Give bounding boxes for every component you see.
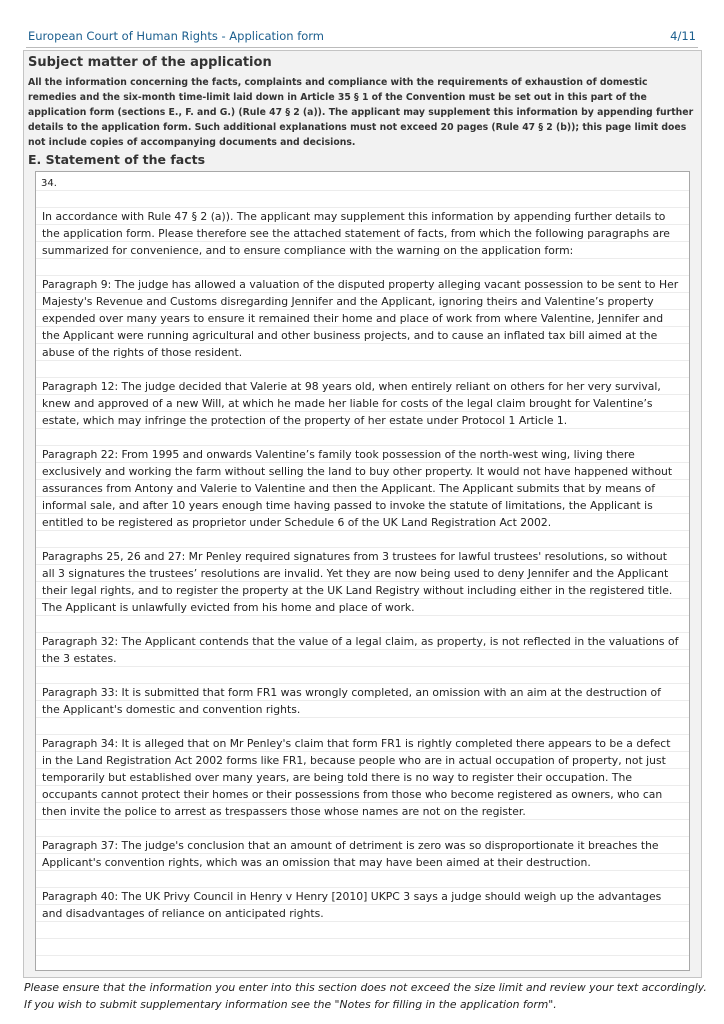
- footer-line-2: If you wish to submit supplementary information see the "Notes for filling in the application form".: [24, 998, 557, 1011]
- section-title: E. Statement of the facts: [28, 152, 206, 167]
- statement-paragraph-intro: In accordance with Rule 47 § 2 (a)). The applicant may supplement this information by appending further details to the application form. Please therefore see the attached statement of facts, from which the following paragraphs are summarized for convenience, and to ensure compliance with the warning on the application form:: [42, 210, 670, 257]
- header-divider: [26, 47, 698, 48]
- statement-paragraph-25-27: Paragraphs 25, 26 and 27: Mr Penley required signatures from 3 trustees for lawful trustees' resolutions, so without all 3 signatures the trustees’ resolutions are invalid. Yet they are now being used to deny Jennifer and the Applicant their legal rights, and to register the property at the UK Land Registry without including either in the registered title. The Applicant is unlawfully evicted from his home and place of work.: [42, 550, 673, 614]
- statement-paragraph-34: Paragraph 34: It is alleged that on Mr Penley's claim that form FR1 is rightly completed there appears to be a defect in the Land Registration Act 2002 forms like FR1, because people who are in actual occupation of property, not just temporarily but established over many years, are being told there is no way to register their occupation. The occupants cannot protect their homes or their possessions from those who become registered as owners, who can then invite the police to arrest as trespassers those whose names are not on the register.: [42, 737, 671, 818]
- page-number: 4/11: [670, 29, 696, 43]
- statement-paragraph-22: Paragraph 22: From 1995 and onwards Valentine’s family took possession of the north-west wing, living there exclusively and working the farm without selling the land to buy other property. It would not have happened without assurances from Antony and Valerie to Valentine and then the Applicant. The Applicant submits that by means of informal sale, and after 10 years enough time having passed to invoke the statute of limitations, the Applicant is entitled to be registered as proprietor under Schedule 6 of the UK Land Registration Act 2002.: [42, 448, 673, 529]
- field-number: 34.: [41, 178, 57, 189]
- statement-paragraph-37: Paragraph 37: The judge's conclusion that an amount of detriment is zero was so disproportionate it breaches the Applicant's convention rights, which was an omission that may have been aimed at their destruction.: [42, 839, 659, 869]
- statement-text: [42, 208, 682, 939]
- statement-paragraph-40: Paragraph 40: The UK Privy Council in Henry v Henry [2010] UKPC 3 says a judge should weigh up the advantages and disadvantages of reliance on anticipated rights.: [42, 890, 662, 920]
- statement-paragraph-32: Paragraph 32: The Applicant contends that the value of a legal claim, as property, is not reflected in the valuations of the 3 estates.: [42, 635, 679, 665]
- footer-notice: [24, 979, 714, 1013]
- form-title: European Court of Human Rights - Application form: [28, 29, 325, 43]
- page-header: [28, 27, 696, 45]
- subject-intro: All the information concerning the facts, complaints and compliance with the requirements of exhaustion of domestic remedies and the six-month time-limit laid down in Article 35 § 1 of the Convention must be set out in this part of the application form (sections E., F. and G.) (Rule 47 § 2 (a)). The applicant may supplement this information by appending further details to the application form. Such additional explanations must not exceed 20 pages (Rule 47 § 2 (b)); this page limit does not include copies of accompanying documents and decisions.: [28, 77, 694, 148]
- subject-title: Subject matter of the application: [28, 55, 272, 70]
- footer-line-1: Please ensure that the information you enter into this section does not exceed the size limit and review your text accordingly.: [24, 981, 707, 994]
- statement-paragraph-9: Paragraph 9: The judge has allowed a valuation of the disputed property alleging vacant possession to be sent to Her Majesty's Revenue and Customs disregarding Jennifer and the Applicant, ignoring theirs and Valentine’s property expended over many years to ensure it remained their home and place of work from where Valentine, Jennifer and the Applicant were running agricultural and other business projects, and to cause an inflated tax bill aimed at the abuse of the rights of those resident.: [42, 278, 679, 359]
- statement-paragraph-12: Paragraph 12: The judge decided that Valerie at 98 years old, when entirely reliant on others for her very survival, knew and approved of a new Will, at which he made her liable for costs of the legal claim brought for Valentine’s estate, which may infringe the protection of the property of her estate under Protocol 1 Article 1.: [42, 380, 661, 427]
- statement-paragraph-33: Paragraph 33: It is submitted that form FR1 was wrongly completed, an omission with an aim at the destruction of the Applicant's domestic and convention rights.: [42, 686, 661, 716]
